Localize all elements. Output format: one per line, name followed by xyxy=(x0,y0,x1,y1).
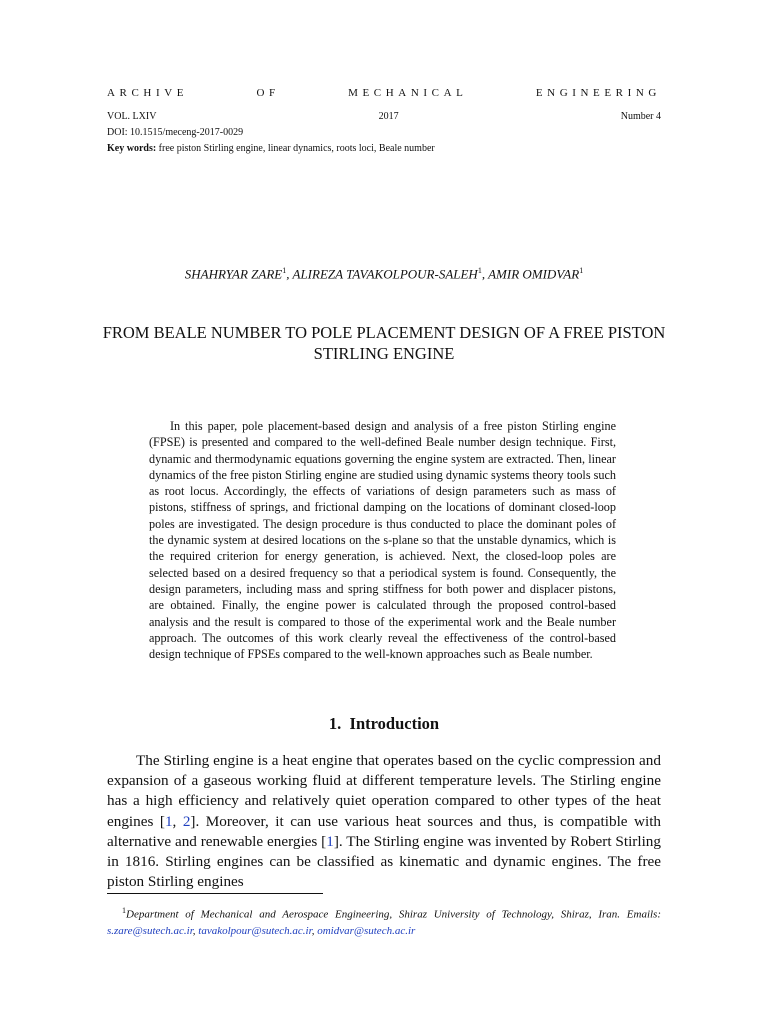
author-separator: , xyxy=(481,266,486,282)
introduction-paragraph xyxy=(107,751,661,892)
email-separator: , xyxy=(192,924,199,937)
issue-number-label: Number 4 xyxy=(620,111,661,122)
keywords-label: Key words: xyxy=(107,143,157,154)
volume-label: VOL. LXIV xyxy=(107,111,157,122)
email-separator: , xyxy=(311,924,318,937)
journal-name-bar xyxy=(107,87,661,99)
author-name: AMIR OMIDVAR xyxy=(485,266,580,282)
abstract-paragraph: In this paper, pole placement-based design and analysis of a free piston Stirling engine (FPSE) is presented and compared to the well-defined Beale number design technique. First, dynamic and thermodynamic equations governing the engine system are extracted. Then, linear dynamics of the free piston Stirling engine are studied using dynamic systems theory tools such as root locus. Accordingly, the effects of variations of design parameters such as mass of pistons, stiffness of springs, and frictional damping on the locations of dominant closed-loop poles are investigated. The design procedure is thus conducted to place the dominant poles of the dynamic system at desired locations on the s-plane so that the unstable dynamics, which is the required criterion for energy generation, is achieved. Next, the closed-loop poles are selected based on a desired frequency so that a periodical system is found. Consequently, the design parameters, including mass and spring stiffness for both power and displacer pistons, are obtained. Finally, the engine power is calculated through the proposed control-based analysis and the result is compared to those of the experimental work and the Beale number approach. The outcomes of this work clearly reveal the effectiveness of the control-based design technique of FPSEs compared to the well-known approaches such as Beale number. xyxy=(149,419,616,662)
section-number: 1. xyxy=(328,714,342,733)
author-name: ALIREZA TAVAKOLPOUR-SALEH xyxy=(289,266,478,282)
journal-meta-row xyxy=(107,111,661,122)
journal-word-archive: ARCHIVE xyxy=(107,87,189,99)
year-label: 2017 xyxy=(378,111,399,122)
footnote-mark: 1 xyxy=(122,906,126,915)
citation-link[interactable]: 1 xyxy=(164,812,173,830)
author-name: SHAHRYAR ZARE xyxy=(184,266,283,282)
section-title: Introduction xyxy=(349,714,440,733)
intro-text: ]. Moreover, it can use various heat sources and thus, is compatible with alternative and renewable energies [ xyxy=(107,812,662,850)
journal-word-of: OF xyxy=(256,87,280,99)
footnote-divider xyxy=(107,893,323,894)
intro-text: ]. The Stirling engine was invented by Robert Stirling in 1816. Stirling engines can be classified as kinematic and dynamic engines. The free piston Stirling engines xyxy=(107,832,661,891)
intro-text: The Stirling engine is a heat engine that operates based on the cyclic compression and expansion of a gaseous working fluid at different temperature levels. The Stirling engine has a high efficiency and relatively quiet operation compared to other types of the heat engines [ xyxy=(107,752,661,830)
author-affiliation-mark: 1 xyxy=(579,266,584,275)
citation-link[interactable]: 1 xyxy=(326,832,334,850)
intro-text: , xyxy=(172,812,183,830)
journal-word-engineering: ENGINEERING xyxy=(535,87,661,99)
doi-line: DOI: 10.1515/meceng-2017-0029 xyxy=(107,127,244,138)
keywords-text: free piston Stirling engine, linear dynamics, roots loci, Beale number xyxy=(156,143,435,154)
email-link-tavakolpour[interactable]: tavakolpour@sutech.ac.ir xyxy=(198,924,312,937)
journal-word-mechanical: MECHANICAL xyxy=(348,87,468,99)
footnote-text: Department of Mechanical and Aerospace Engineering, Shiraz University of Technology, Shiraz, Iran. Emails: xyxy=(126,908,661,921)
author-separator: , xyxy=(286,266,290,282)
author-affiliation-mark: 1 xyxy=(477,266,482,275)
author-list xyxy=(0,266,768,282)
email-link-omidvar[interactable]: omidvar@sutech.ac.ir xyxy=(317,924,416,937)
section-heading-introduction xyxy=(0,714,768,734)
citation-link[interactable]: 2 xyxy=(182,812,191,830)
keywords-line xyxy=(107,143,435,154)
paper-title: FROM BEALE NUMBER TO POLE PLACEMENT DESIGN OF A FREE PISTON STIRLING ENGINE xyxy=(102,323,666,363)
affiliation-footnote xyxy=(107,903,661,939)
author-affiliation-mark: 1 xyxy=(282,266,287,275)
email-link-zare[interactable]: s.zare@sutech.ac.ir xyxy=(107,924,193,937)
